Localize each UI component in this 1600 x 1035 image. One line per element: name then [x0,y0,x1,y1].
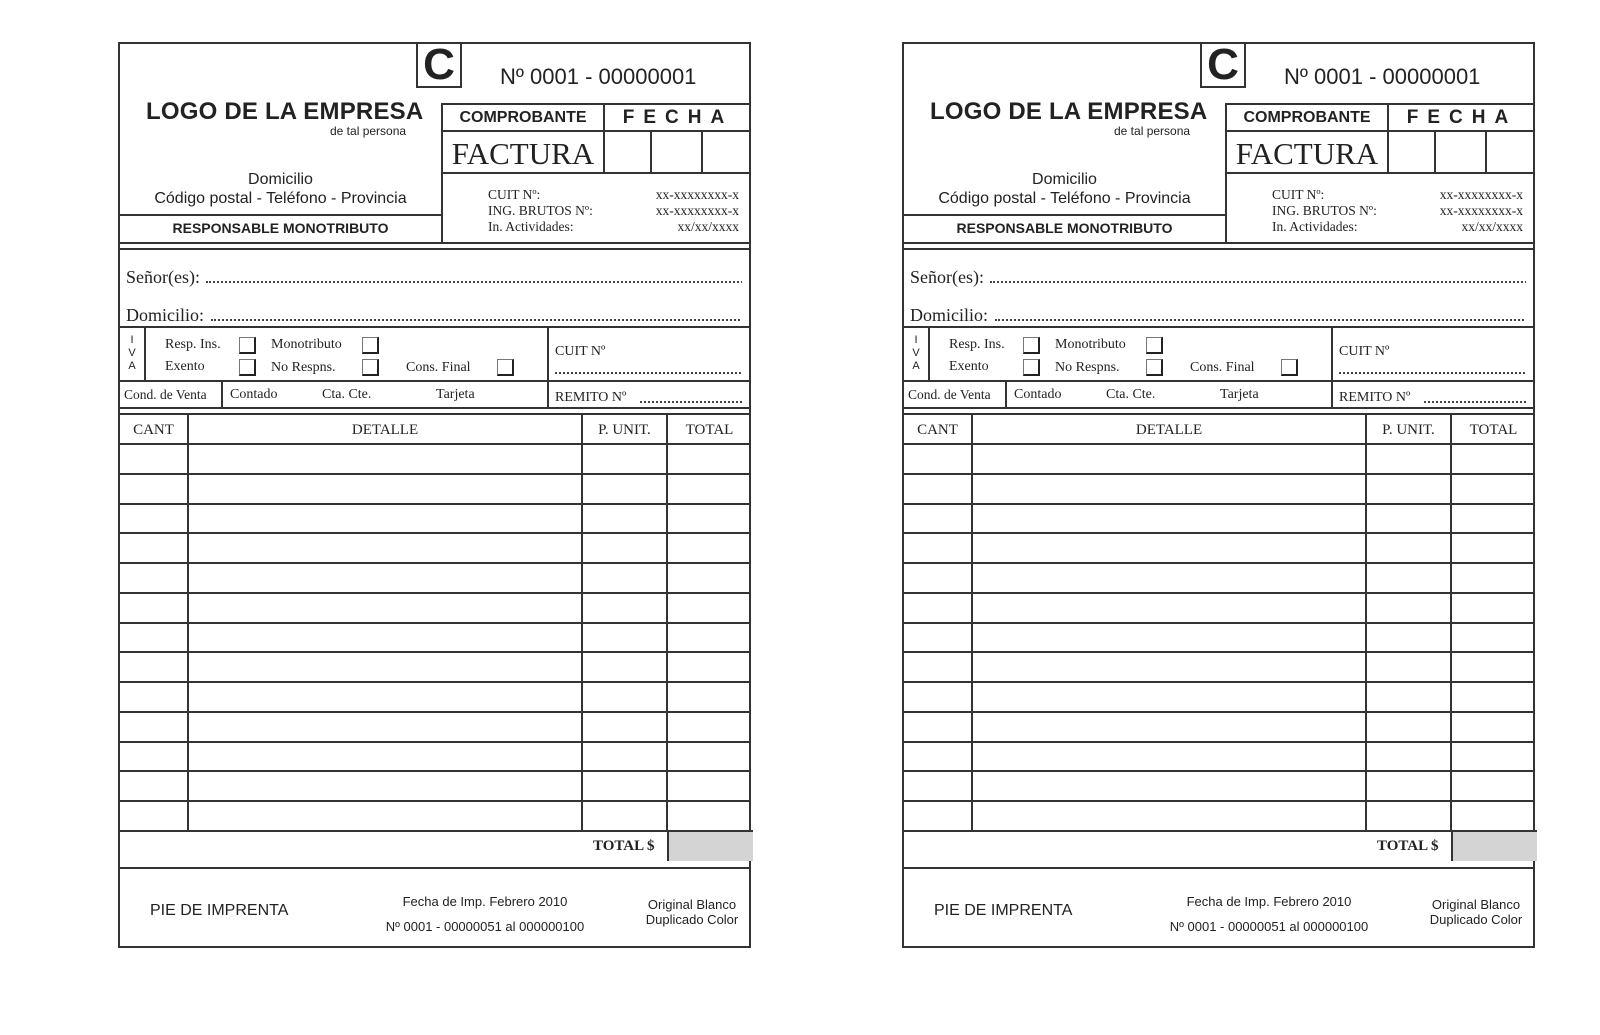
copy-original: Original Blanco [647,897,737,912]
table-row[interactable] [120,711,751,741]
tax-label-cuit: CUIT Nº: [1272,187,1325,202]
iva-resp-ins-checkbox[interactable] [239,337,256,354]
table-row[interactable] [120,651,751,681]
company-address: Domicilio [1032,171,1097,188]
invoice-type-letter: C [416,42,462,88]
comprobante-label: COMPROBANTE [1243,109,1371,126]
column-header-total: TOTAL [685,422,734,438]
table-row[interactable] [120,503,751,533]
table-row[interactable] [904,651,1535,681]
table-row[interactable] [904,532,1535,562]
sale-option-contado[interactable]: Contado [230,387,278,402]
iva-cons-final-checkbox[interactable] [1281,359,1298,376]
print-date: Fecha de Imp. Febrero 2010 [402,894,568,909]
table-row[interactable] [120,741,751,771]
invoice-form-original [118,42,751,948]
total-label: TOTAL $ [593,838,655,854]
column-header-punit: P. UNIT. [598,422,651,438]
fecha-label: FECHA [1406,107,1518,128]
client-name-field[interactable] [126,267,742,288]
client-address-dots [995,319,1527,321]
tax-value-iibb: xx-xxxxxxxx-x [655,203,739,218]
sale-option-cta-cte[interactable]: Cta. Cte. [1106,387,1156,402]
tax-label-start: In. Actividades: [1272,219,1358,234]
client-name-field[interactable] [910,267,1526,288]
sale-option-cta-cte[interactable]: Cta. Cte. [322,387,372,402]
sale-condition-label: Cond. de Venta [124,387,207,402]
invoice-number: Nº 0001 - 00000001 [1284,64,1481,89]
iva-cons-final-label: Cons. Final [1190,360,1255,375]
table-row[interactable] [904,592,1535,622]
iva-exento-checkbox[interactable] [239,359,256,376]
company-location: Código postal - Teléfono - Provincia [938,190,1191,207]
iva-no-resp-checkbox[interactable] [1146,359,1163,376]
tax-value-iibb: xx-xxxxxxxx-x [1439,203,1523,218]
table-row[interactable] [904,770,1535,800]
document-type: FACTURA [451,136,595,171]
tax-label-start: In. Actividades: [488,219,574,234]
client-name-label: Señor(es): [126,267,200,287]
company-location: Código postal - Teléfono - Provincia [154,190,407,207]
table-row[interactable] [120,622,751,652]
column-header-total: TOTAL [1469,422,1518,438]
company-logo-text: LOGO DE LA EMPRESA [146,98,424,125]
column-header-cant: CANT [917,422,958,438]
iva-exento-label: Exento [165,359,205,374]
fecha-label: FECHA [622,107,734,128]
iva-no-resp-checkbox[interactable] [362,359,379,376]
iva-resp-ins-checkbox[interactable] [1023,337,1040,354]
iva-monotributo-label: Monotributo [1055,337,1126,352]
comprobante-label: COMPROBANTE [459,109,587,126]
copy-duplicate: Duplicado Color [645,912,739,927]
print-range: Nº 0001 - 00000051 al 000000100 [1169,919,1369,934]
table-row[interactable] [904,443,1535,473]
table-row[interactable] [904,711,1535,741]
iva-monotributo-checkbox[interactable] [362,337,379,354]
column-header-detalle: DETALLE [1135,422,1203,438]
total-amount-field[interactable] [667,830,753,861]
copy-original: Original Blanco [1431,897,1521,912]
table-row[interactable] [904,741,1535,771]
remito-field[interactable] [640,401,742,403]
table-row[interactable] [120,770,751,800]
remito-label: REMITO Nº [1339,390,1411,405]
client-cuit-field[interactable] [1339,372,1525,374]
table-row[interactable] [904,473,1535,503]
client-address-field[interactable] [126,305,742,326]
company-logo-text: LOGO DE LA EMPRESA [930,98,1208,125]
column-header-cant: CANT [133,422,174,438]
remito-field[interactable] [1424,401,1526,403]
invoice-type-letter: C [1200,42,1246,88]
iva-monotributo-label: Monotributo [271,337,342,352]
table-row[interactable] [904,562,1535,592]
table-row[interactable] [904,800,1535,830]
client-cuit-label: CUIT Nº [1339,344,1390,359]
total-label: TOTAL $ [1377,838,1439,854]
sale-condition-label: Cond. de Venta [908,387,991,402]
iva-resp-ins-label: Resp. Ins. [165,337,221,352]
company-address: Domicilio [248,171,313,188]
client-name-dots [206,281,742,283]
table-row[interactable] [120,443,751,473]
client-address-dots [211,319,743,321]
tax-value-start: xx/xx/xxxx [677,219,739,234]
printer-imprint: PIE DE IMPRENTA [150,902,289,919]
printer-imprint: PIE DE IMPRENTA [934,902,1073,919]
tax-value-start: xx/xx/xxxx [1461,219,1523,234]
print-date: Fecha de Imp. Febrero 2010 [1186,894,1352,909]
client-address-field[interactable] [910,305,1526,326]
iva-vertical-label: I V A [912,334,920,372]
iva-cons-final-checkbox[interactable] [497,359,514,376]
client-name-label: Señor(es): [910,267,984,287]
iva-exento-checkbox[interactable] [1023,359,1040,376]
copy-duplicate: Duplicado Color [1429,912,1523,927]
tax-label-cuit: CUIT Nº: [488,187,541,202]
sale-option-tarjeta[interactable]: Tarjeta [436,387,475,402]
column-header-punit: P. UNIT. [1382,422,1435,438]
iva-no-resp-label: No Respns. [1055,360,1120,375]
document-type: FACTURA [1235,136,1379,171]
tax-label-iibb: ING. BRUTOS Nº: [488,203,593,218]
remito-label: REMITO Nº [555,390,627,405]
sale-option-tarjeta[interactable]: Tarjeta [1220,387,1259,402]
tax-status: RESPONSABLE MONOTRIBUTO [172,220,389,236]
total-amount-field[interactable] [1451,830,1537,861]
tax-status: RESPONSABLE MONOTRIBUTO [956,220,1173,236]
client-name-dots [990,281,1526,283]
table-row[interactable] [904,622,1535,652]
company-subtitle: de tal persona [330,124,407,138]
iva-exento-label: Exento [949,359,989,374]
table-row[interactable] [120,592,751,622]
table-row[interactable] [120,800,751,830]
sale-option-contado[interactable]: Contado [1014,387,1062,402]
table-row[interactable] [120,532,751,562]
invoice-form-duplicate [902,42,1535,948]
print-range: Nº 0001 - 00000051 al 000000100 [385,919,585,934]
iva-monotributo-checkbox[interactable] [1146,337,1163,354]
invoice-number: Nº 0001 - 00000001 [500,64,697,89]
table-row[interactable] [120,681,751,711]
table-row[interactable] [904,503,1535,533]
column-header-detalle: DETALLE [351,422,419,438]
tax-value-cuit: xx-xxxxxxxx-x [1439,187,1523,202]
iva-cons-final-label: Cons. Final [406,360,471,375]
table-row[interactable] [120,473,751,503]
table-row[interactable] [904,681,1535,711]
iva-resp-ins-label: Resp. Ins. [949,337,1005,352]
client-address-label: Domicilio: [126,305,204,325]
client-address-label: Domicilio: [910,305,988,325]
client-cuit-field[interactable] [555,372,741,374]
company-subtitle: de tal persona [1114,124,1191,138]
iva-vertical-label: I V A [128,334,136,372]
client-cuit-label: CUIT Nº [555,344,606,359]
tax-value-cuit: xx-xxxxxxxx-x [655,187,739,202]
tax-label-iibb: ING. BRUTOS Nº: [1272,203,1377,218]
table-row[interactable] [120,562,751,592]
iva-no-resp-label: No Respns. [271,360,336,375]
